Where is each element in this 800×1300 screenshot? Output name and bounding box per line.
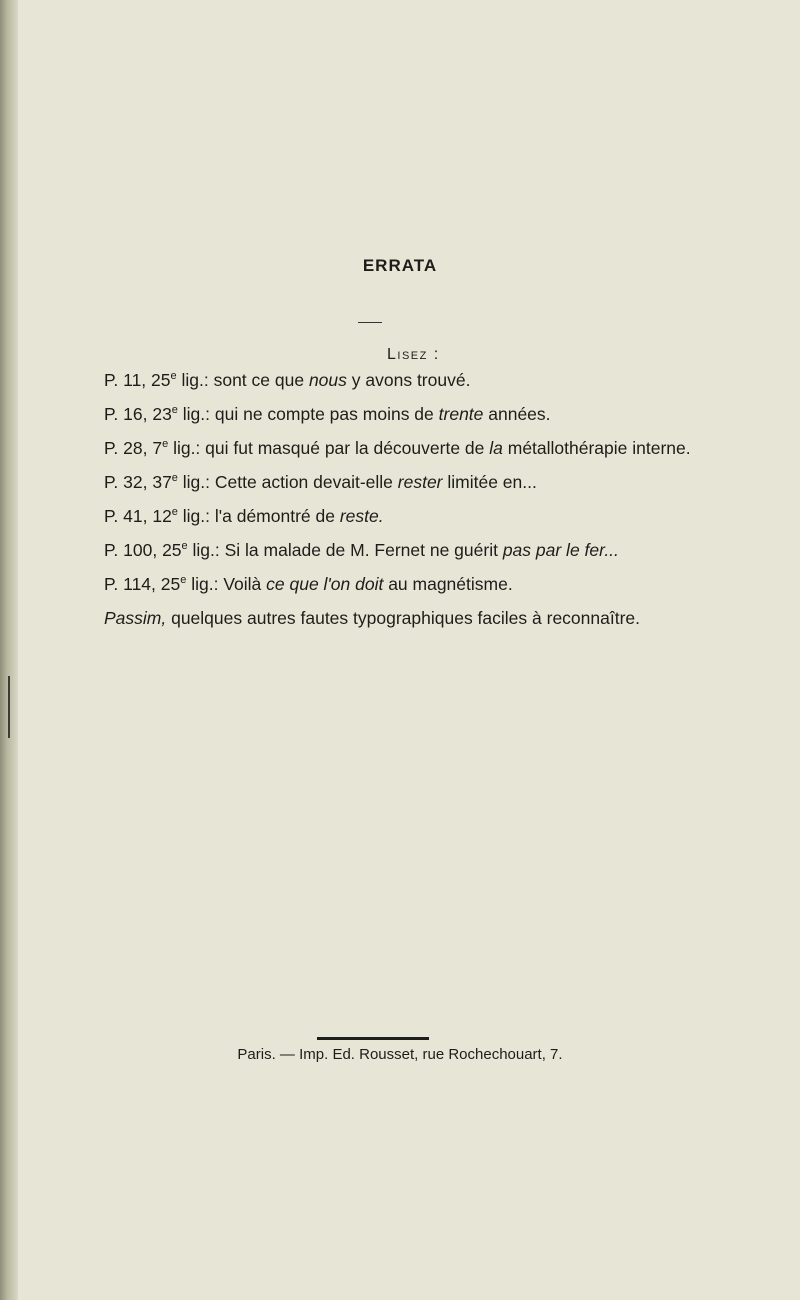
entry-correction: ce que l'on doit <box>266 574 384 594</box>
entry-line-label: lig.: <box>187 540 225 560</box>
entry-page-ref: P. 41, 12 <box>104 506 172 526</box>
entry-text: qui fut masqué par la découverte de <box>205 438 490 458</box>
printer-imprint: Paris. — Imp. Ed. Rousset, rue Rochechouart, 7. <box>237 1046 563 1063</box>
entry-text: sont ce que <box>213 370 309 390</box>
entry-ordinal: e <box>171 404 178 417</box>
entry-line-label: lig.: <box>168 438 206 458</box>
entry-correction: pas par le fer... <box>502 540 619 560</box>
entry-line-label: lig.: <box>176 370 214 390</box>
errata-entry <box>80 365 728 395</box>
entry-correction: trente <box>438 404 484 424</box>
entry-correction: nous <box>308 370 347 390</box>
entry-ordinal: e <box>180 574 187 587</box>
entry-text: l'a démontré de <box>214 506 340 526</box>
entry-page-ref: P. 114, 25 <box>104 574 181 594</box>
entry-correction: reste. <box>339 506 384 526</box>
errata-entry <box>80 433 728 463</box>
entry-text-end: métallothérapie interne. <box>502 438 691 458</box>
closing-text: quelques autres fautes typographiques faciles à reconnaître. <box>166 608 641 628</box>
errata-entry <box>80 467 728 497</box>
entry-ordinal: e <box>162 438 169 451</box>
margin-mark <box>8 676 10 738</box>
entry-text-end: au magnétisme. <box>383 574 513 594</box>
intro-label: Lisez : <box>387 346 440 363</box>
errata-list <box>80 365 728 637</box>
entry-text-end: années. <box>483 404 551 424</box>
entry-correction: rester <box>397 472 443 492</box>
entry-ordinal: e <box>171 506 178 519</box>
footer-divider <box>317 1037 429 1040</box>
page-binding-edge <box>0 0 18 1300</box>
entry-page-ref: P. 28, 7 <box>104 438 163 458</box>
entry-correction: la <box>489 438 503 458</box>
entry-page-ref: P. 32, 37 <box>104 472 172 492</box>
entry-page-ref: P. 16, 23 <box>104 404 172 424</box>
closing-note <box>80 603 728 633</box>
title-divider <box>358 322 382 323</box>
entry-ordinal: e <box>171 472 178 485</box>
errata-entry <box>80 501 728 531</box>
entry-page-ref: P. 11, 25 <box>104 370 171 390</box>
errata-entry <box>80 569 728 599</box>
entry-ordinal: e <box>181 540 188 553</box>
entry-line-label: lig.: <box>177 472 215 492</box>
entry-text: Cette action devait-elle <box>214 472 398 492</box>
errata-entry <box>80 535 728 565</box>
entry-ordinal: e <box>170 370 177 383</box>
entry-text: Voilà <box>223 574 267 594</box>
closing-italic: Passim, <box>104 608 167 628</box>
entry-line-label: lig.: <box>177 506 215 526</box>
errata-entry <box>80 399 728 429</box>
entry-line-label: lig.: <box>177 404 215 424</box>
page-title: ERRATA <box>362 256 438 275</box>
entry-text: qui ne compte pas moins de <box>214 404 439 424</box>
entry-page-ref: P. 100, 25 <box>104 540 182 560</box>
entry-line-label: lig.: <box>186 574 224 594</box>
entry-text: Si la malade de M. Fernet ne guérit <box>224 540 503 560</box>
entry-text-end: limitée en... <box>442 472 537 492</box>
entry-text-end: y avons trouvé. <box>346 370 471 390</box>
